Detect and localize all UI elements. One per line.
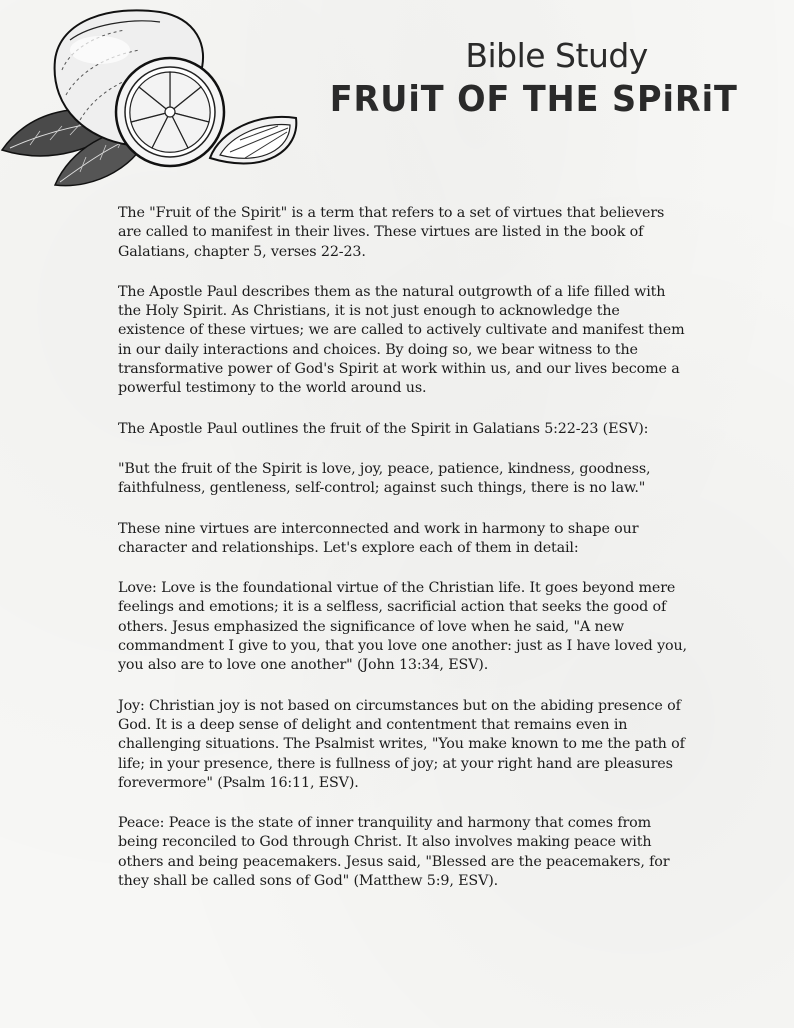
paragraph-love: Love: Love is the foundational virtue of the Christian life. It goes beyond mere feelings and emotions; it is a selfless, sacrificial action that seeks the good of others. Jesus emphasized the significance of love when he said, "A new commandment I give to you, that you love one another: just as I have loved you, you also are to love one another" (John 13:34, ESV). [118, 580, 687, 674]
paragraph-joy: Joy: Christian joy is not based on circumstances but on the abiding presence of God. It is a deep sense of delight and contentment that remains even in challenging situations. The Psalmist writes, "You make known to me the path of life; in your presence, there is fullness of joy; at your right hand are pleasures forevermore" (Psalm 16:11, ESV). [118, 697, 685, 791]
paragraph-apostle-paul: The Apostle Paul describes them as the natural outgrowth of a life filled with the Holy Spirit. As Christians, it is not just enough to acknowledge the existence of these virtues; we are called to actively cultivate and manifest them in our daily interactions and choices. By doing so, we bear witness to the transformative power of God's Spirit at work within us, and our lives become a powerful testimony to the world around us. [118, 283, 685, 397]
paragraph-nine-virtues: These nine virtues are interconnected and work in harmony to shape our character and relationships. Let's explore each of them in detail: [118, 520, 639, 556]
citrus-fruit-illustration [0, 0, 305, 200]
page-title: FRUiT OF THE SPiRiT [329, 79, 738, 120]
page-subtitle: Bible Study [465, 36, 648, 75]
page-header [299, 36, 738, 123]
paragraph-peace: Peace: Peace is the state of inner tranquility and harmony that comes from being reconciled to God through Christ. It also involves making peace with others and being peacemakers. Jesus said, "Blessed are the peacemakers, for they shall be called sons of God" (Matthew 5:9, ESV). [118, 815, 670, 890]
study-content [118, 204, 688, 912]
paragraph-scripture-quote: "But the fruit of the Spirit is love, joy, peace, patience, kindness, goodness, faithfulness, gentleness, self-control; against such things, there is no law." [118, 460, 651, 497]
paragraph-outline: The Apostle Paul outlines the fruit of the Spirit in Galatians 5:22-23 (ESV): [118, 420, 649, 437]
fruit-slice-icon [116, 58, 224, 166]
paragraph-intro: The "Fruit of the Spirit" is a term that refers to a set of virtues that believers are called to manifest in their lives. These virtues are listed in the book of Galatians, chapter 5, verses 22-23. [118, 205, 665, 260]
